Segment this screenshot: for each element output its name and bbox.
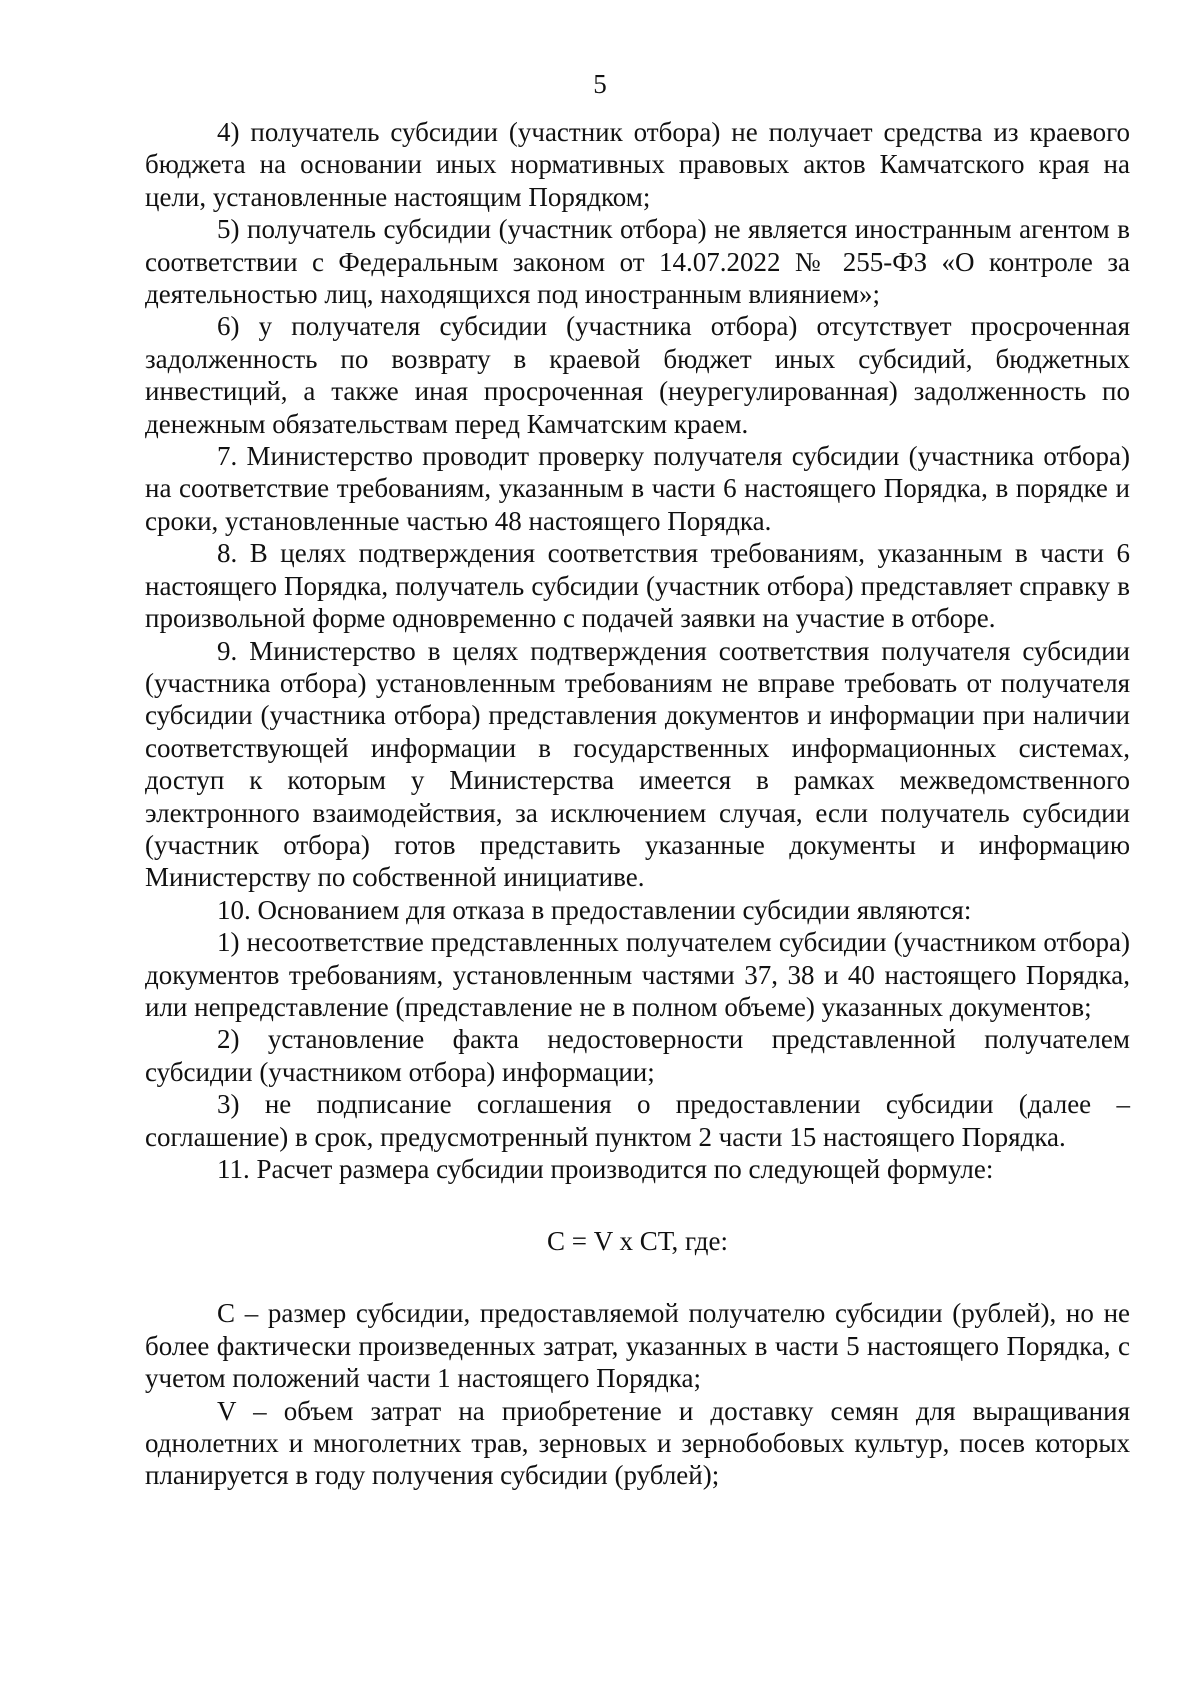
paragraph-part-10-item-1: 1) несоответствие представленных получателем субсидии (участником отбора) документов требованиям, установленным частями 37, 38 и 40 настоящего Порядка, или непредставление (представление не в полном объеме) указанных документов;	[145, 927, 1130, 1022]
paragraph-item-5: 5) получатель субсидии (участник отбора) не является иностранным агентом в соответствии с Федеральным законом от 14.07.2022 № 255-ФЗ «О контроле за деятельностью лиц, находящихся под иностранным влиянием»;	[145, 214, 1130, 310]
paragraph-part-7: 7. Министерство проводит проверку получателя субсидии (участника отбора) на соответствие требованиям, указанным в части 6 настоящего Порядка, в порядке и сроки, установленные частью 48 настоящего Порядка.	[145, 441, 1130, 536]
subsidy-formula: С = V x СТ, где:	[547, 1226, 728, 1257]
paragraph-part-10-item-2: 2) установление факта недостоверности представленной получателем субсидии (участником отбора) информации;	[145, 1024, 1130, 1087]
paragraph-part-10: 10. Основанием для отказа в предоставлении субсидии являются:	[217, 894, 972, 925]
formula-definition-v: V – объем затрат на приобретение и доставку семян для выращивания однолетних и многолетних трав, зерновых и зернобобовых культур, посев которых планируется в году получения субсидии (рублей);	[145, 1395, 1130, 1491]
formula-definition-c: С – размер субсидии, предоставляемой получателю субсидии (рублей), но не более фактически произведенных затрат, указанных в части 5 настоящего Порядка, с учетом положений части 1 настоящего Порядка;	[145, 1298, 1130, 1394]
paragraph-part-10-item-3: 3) не подписание соглашения о предоставлении субсидии (далее – соглашение) в срок, предусмотренный пунктом 2 части 15 настоящего Порядка.	[145, 1089, 1130, 1152]
page-number: 5	[593, 69, 607, 99]
paragraph-item-4: 4) получатель субсидии (участник отбора) не получает средства из краевого бюджета на основании иных нормативных правовых актов Камчатского края на цели, установленные настоящим Порядком;	[145, 117, 1130, 212]
paragraph-part-9: 9. Министерство в целях подтверждения соответствия получателя субсидии (участника отбора) установленным требованиям не вправе требовать от получателя субсидии (участника отбора) представления документов и информации при наличии соответствующей информации в государственных информационных системах, доступ к которым у Министерства имеется в рамках межведомственного электронного взаимодействия, за исключением случая, если получатель субсидии (участник отбора) готов представить указанные документы и информацию Министерству по собственной инициативе.	[145, 635, 1130, 893]
paragraph-item-6: 6) у получателя субсидии (участника отбора) отсутствует просроченная задолженность по возврату в краевой бюджет иных субсидий, бюджетных инвестиций, а также иная просроченная (неурегулированная) задолженность по денежным обязательствам перед Камчатским краем.	[145, 311, 1130, 439]
paragraph-part-11: 11. Расчет размера субсидии производится по следующей формуле:	[217, 1154, 994, 1184]
document-body	[145, 116, 1130, 1492]
paragraph-part-8: 8. В целях подтверждения соответствия требованиям, указанным в части 6 настоящего Порядка, получатель субсидии (участник отбора) представляет справку в произвольной форме одновременно с подачей заявки на участие в отборе.	[145, 538, 1130, 634]
